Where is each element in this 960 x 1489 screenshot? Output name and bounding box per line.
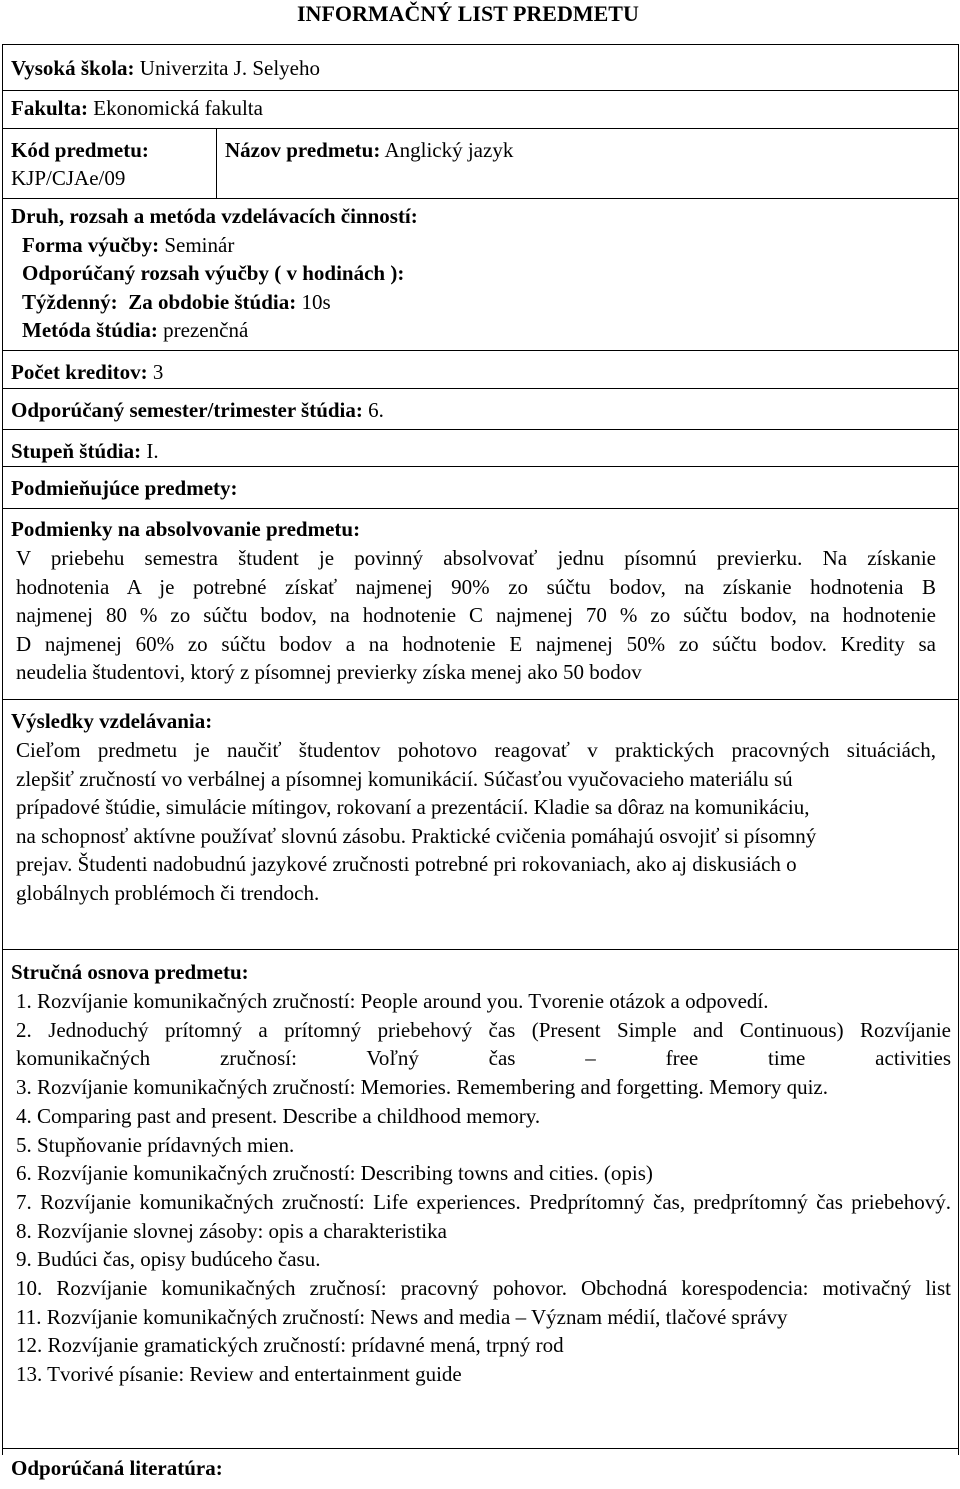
page-title-text: INFORMAČNÝ LIST PREDMETU	[297, 1, 639, 26]
range-label: Odporúčaný rozsah výučby ( v hodinách ):	[22, 261, 405, 285]
credits-label: Počet kreditov:	[11, 360, 148, 384]
conditions-line: neudelia študentovi, ktorý z písomnej previerky získa menej ako 50 bodov	[16, 660, 642, 685]
conditions-line: D najmenej 60% zo súčtu bodov a na hodnotenie E najmenej 50% zo súčtu bodov. Kredity sa	[16, 631, 936, 656]
syllabus-item: 10. Rozvíjanie komunikačných zručnosí: pracovný pohovor. Obchodná korespodencia: motivačný list	[16, 1276, 951, 1301]
outcomes-line: Cieľom predmetu je naučiť študentov pohotovo reagovať v praktických pracovných situáciách,	[16, 738, 936, 762]
conditions-line: najmenej 80 % zo súčtu bodov, na hodnotenie C najmenej 70 % zo súčtu bodov, na hodnotenie	[16, 603, 936, 628]
syllabus-item: 2. Jednoduchý prítomný a prítomný priebehový čas (Present Simple and Continuous) Rozvíjanie komunikačných zručnosí: Voľný čas – free time activities	[16, 1017, 951, 1071]
conditions-line: V priebehu semestra študent je povinný absolvovať jednu písomnú previerku. Na získanie	[16, 546, 936, 570]
weekly-label: Týždenný:	[22, 289, 118, 314]
syllabus-item: 11. Rozvíjanie komunikačných zručností: News and media – Význam médií, tlačové správy	[16, 1304, 788, 1329]
syllabus-item: 9. Budúci čas, opisy budúceho času.	[16, 1247, 321, 1272]
course-name-label: Názov predmetu:	[225, 138, 381, 162]
school-row	[3, 45, 958, 91]
activities-row	[3, 199, 958, 351]
prerequisites-label: Podmieňujúce predmety:	[11, 476, 238, 500]
form-line	[11, 231, 418, 260]
school-label: Vysoká škola:	[11, 56, 135, 80]
outcomes-line: na schopnosť aktívne používať slovnú zásobu. Praktické cvičenia pomáhajú osvojiť si písomný	[16, 823, 817, 848]
course-code-label: Kód predmetu:	[11, 138, 149, 162]
conditions-line: hodnotenia A je potrebné získať najmenej 90% zo súčtu bodov, na získanie hodnotenia B	[16, 574, 936, 599]
conditions-row	[3, 509, 958, 700]
outcomes-text	[16, 736, 936, 908]
syllabus-item: 12. Rozvíjanie gramatických zručností: prídavné mená, trpný rod	[16, 1333, 564, 1358]
info-sheet-table	[2, 44, 959, 1480]
syllabus-item: 6. Rozvíjanie komunikačných zručností: Describing towns and cities. (opis)	[16, 1161, 653, 1186]
syllabus-item: 1. Rozvíjanie komunikačných zručností: People around you. Tvorenie otázok a odpovedí.	[16, 989, 769, 1013]
syllabus-item: 7. Rozvíjanie komunikačných zručností: Life experiences. Predprítomný čas, predprítomný čas priebehový.	[16, 1189, 951, 1214]
period-value: 10s	[301, 289, 331, 314]
syllabus-row	[3, 950, 958, 1449]
outcomes-line: zlepšiť zručností vo verbálnej a písomnej komunikácií. Súčasťou vyučovacieho materiálu sú	[16, 766, 793, 791]
school-value: Univerzita J. Selyeho	[139, 56, 320, 80]
course-code-value: KJP/CJAe/09	[11, 166, 126, 190]
syllabus-item: 4. Comparing past and present. Describe a childhood memory.	[16, 1103, 541, 1128]
credits-value: 3	[152, 360, 164, 384]
outcomes-label: Výsledky vzdelávania:	[11, 709, 213, 733]
literature-row	[3, 1449, 958, 1489]
degree-label: Stupeň štúdia:	[11, 439, 142, 463]
syllabus-item: 13. Tvorivé písanie: Review and entertainment guide	[16, 1362, 462, 1387]
outcomes-row	[3, 700, 958, 950]
literature-label: Odporúčaná literatúra:	[11, 1456, 223, 1480]
syllabus-list	[16, 987, 951, 1389]
semester-label: Odporúčaný semester/trimester štúdia:	[11, 398, 363, 422]
degree-value: I.	[146, 439, 159, 463]
method-label: Metóda štúdia:	[22, 318, 158, 342]
course-name-value: Anglický jazyk	[384, 138, 514, 162]
semester-value: 6.	[368, 398, 384, 422]
conditions-text	[16, 544, 936, 687]
credits-row	[3, 351, 958, 389]
semester-row	[3, 389, 958, 430]
outcomes-line: globálnych problémoch či trendoch.	[16, 880, 320, 905]
faculty-value: Ekonomická fakulta	[93, 96, 263, 120]
prerequisites-row	[3, 467, 958, 509]
outcomes-line: prejav. Študenti nadobudnú jazykové zručnosti potrebné pri rokovaniach, ako aj diskusiách o	[16, 852, 797, 877]
course-row-divider	[216, 129, 217, 199]
form-label: Forma výučby:	[22, 232, 160, 257]
outcomes-line: prípadové štúdie, simulácie mítingov, rokovaní a prezentácií. Kladie sa dôraz na komunikáciu,	[16, 795, 810, 820]
syllabus-item: 5. Stupňovanie prídavných mien.	[16, 1132, 295, 1157]
syllabus-item: 8. Rozvíjanie slovnej zásoby: opis a charakteristika	[16, 1218, 447, 1243]
method-line	[11, 316, 418, 345]
activities-label: Druh, rozsah a metóda vzdelávacích činností:	[11, 204, 418, 228]
faculty-row	[3, 91, 958, 129]
faculty-label: Fakulta:	[11, 96, 89, 120]
method-value: prezenčná	[163, 318, 249, 342]
conditions-label: Podmienky na absolvovanie predmetu:	[11, 517, 361, 541]
form-value: Seminár	[164, 232, 235, 257]
syllabus-label: Stručná osnova predmetu:	[11, 960, 249, 984]
degree-row	[3, 430, 958, 467]
period-label: Za obdobie štúdia:	[128, 289, 297, 314]
weekly-line	[11, 288, 418, 317]
syllabus-item: 3. Rozvíjanie komunikačných zručností: Memories. Remembering and forgetting. Memory quiz.	[16, 1075, 829, 1100]
course-row	[3, 129, 958, 199]
